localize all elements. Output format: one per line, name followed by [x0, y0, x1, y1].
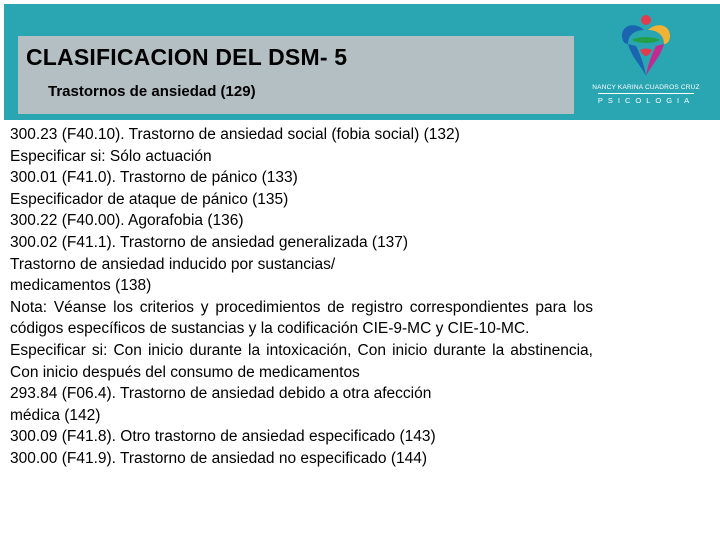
content-line: medicamentos (138) [10, 277, 152, 295]
content-line: médica (142) [10, 406, 101, 424]
content-line: 300.09 (F41.8). Otro trastorno de ansiedad especificado (143) [10, 428, 436, 446]
logo-mark-icon [614, 14, 678, 80]
logo-brand: PSICOLOGIA [597, 96, 695, 105]
content-line: 300.02 (F41.1). Trastorno de ansiedad generalizada (137) [10, 233, 409, 251]
content-line: Especificar si: Sólo actuación [10, 147, 212, 165]
title-box [18, 36, 574, 114]
content-line: 300.23 (F40.10). Trastorno de ansiedad social (fobia social) (132) [10, 126, 460, 143]
content-line: Trastorno de ansiedad inducido por sustancias/ [10, 255, 336, 273]
slide-title: CLASIFICACION DEL DSM- 5 [26, 44, 348, 70]
content-line: Especificador de ataque de pánico (135) [10, 190, 289, 208]
content-line: 300.01 (F41.0). Trastorno de pánico (133) [10, 169, 298, 187]
header-banner [4, 4, 720, 120]
content-line: 293.84 (F06.4). Trastorno de ansiedad debido a otra afección [10, 385, 432, 403]
content-line: 300.22 (F40.00). Agorafobia (136) [10, 212, 244, 230]
slide-content [10, 124, 593, 470]
slide-subtitle: Trastornos de ansiedad (129) [48, 83, 256, 100]
logo-divider [598, 93, 694, 94]
logo-name: NANCY KARINA CUADROS CRUZ [592, 84, 700, 91]
content-specifier: Especificar si: Con inicio durante la intoxicación, Con inicio durante la abstinencia, Con inicio después del consumo de medicamentos [10, 341, 593, 381]
psicologia-logo [586, 14, 706, 114]
content-note: Nota: Véanse los criterios y procedimientos de registro correspondientes para los códigos específicos de sustancias y la codificación CIE-9-MC y CIE-10-MC. [10, 298, 593, 338]
content-line: 300.00 (F41.9). Trastorno de ansiedad no especificado (144) [10, 449, 428, 467]
